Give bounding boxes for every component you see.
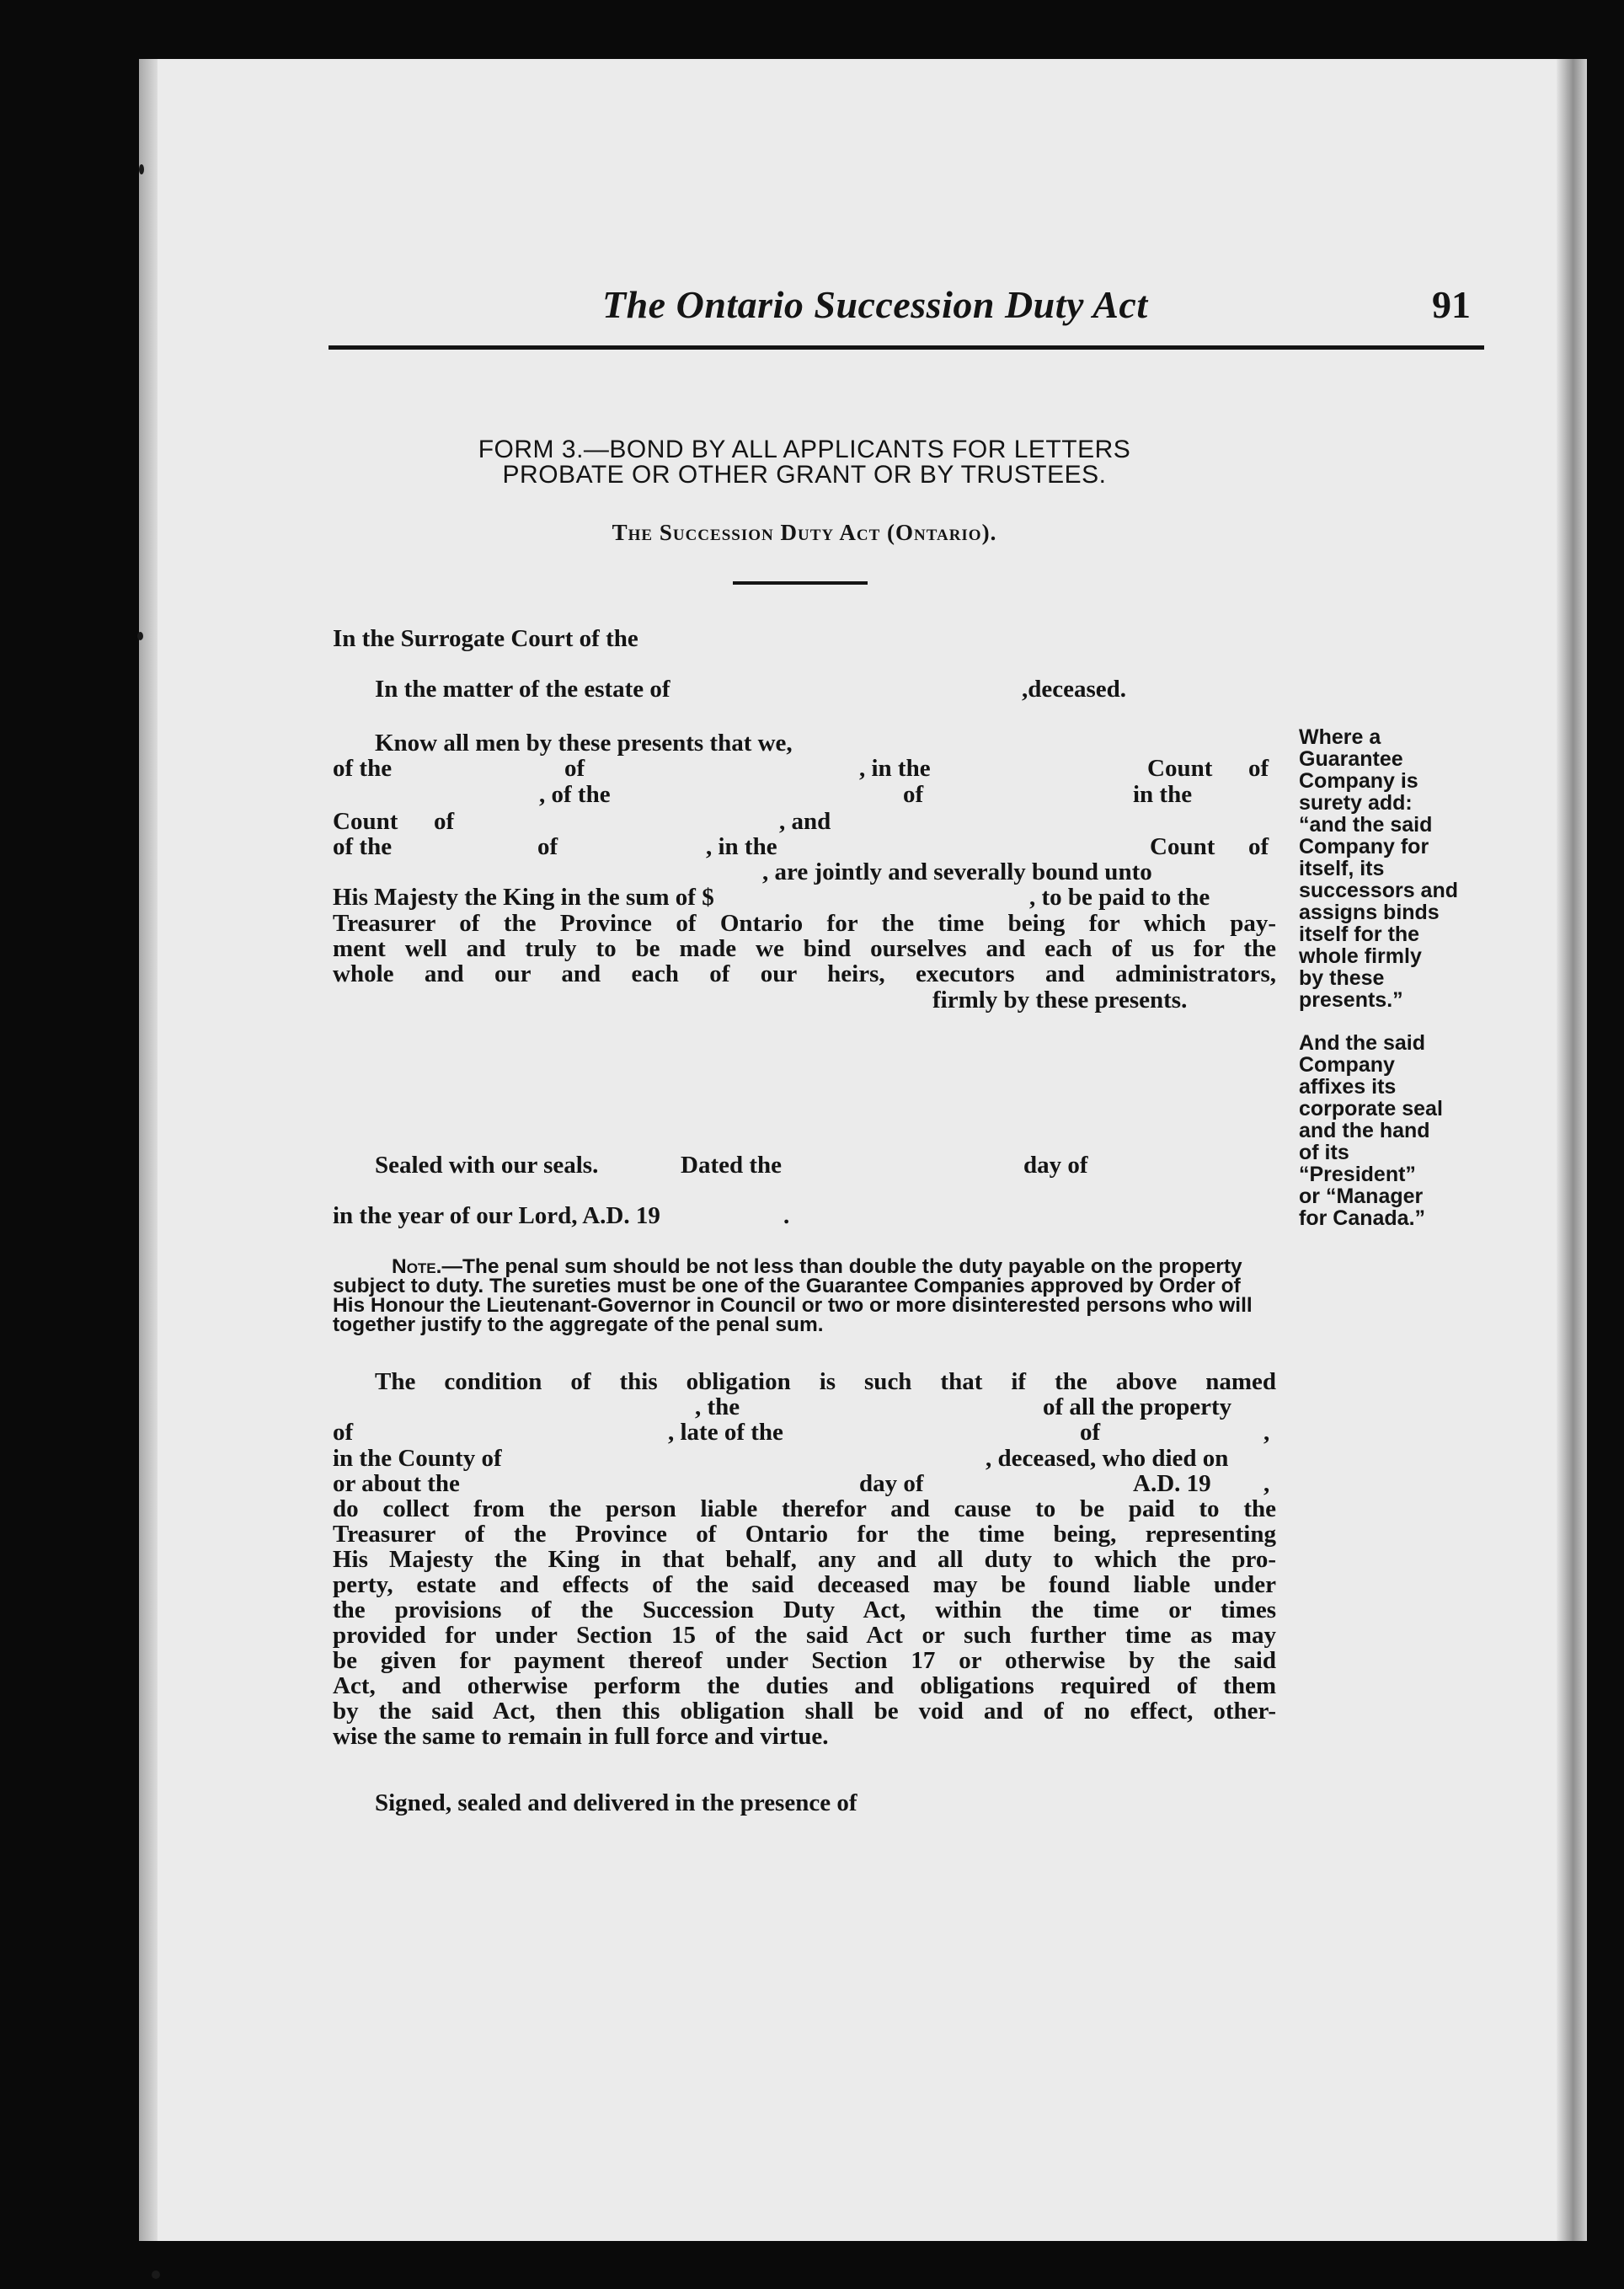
bond-r5-a: of the: [333, 833, 393, 860]
note-line-2: subject to duty. The sureties must be one of the Guarantee Companies approved by Order of: [333, 1275, 1241, 1297]
bond-r2-a: of the: [333, 755, 393, 782]
cond-r3-a: of: [333, 1419, 354, 1446]
cond-last-line: wise the same to remain in full force and virtue.: [333, 1723, 829, 1750]
note-line-1: Note.—The penal sum should be not less than double the duty payable on the property: [392, 1255, 1242, 1278]
cond-line-7: be given for payment thereof under Section 17 or otherwise by the said: [333, 1647, 1276, 1674]
header-rule: [329, 345, 1484, 350]
bond-opening: Know all men by these presents that we,: [375, 730, 793, 757]
bond-r6: , are jointly and severally bound unto: [762, 858, 1152, 885]
estate-matter: In the matter of the estate of: [375, 676, 670, 703]
scan-speck: [152, 2270, 160, 2279]
margin-note-seal: And the said Company affixes its corporate seal and the hand of its “President” or “Manager for Canada.”: [1299, 1031, 1443, 1230]
cond-line-4: perty, estate and effects of the said deceased may be found liable under: [333, 1571, 1276, 1598]
bond-r7-b: , to be paid to the: [1029, 884, 1210, 911]
cond-r4-a: in the County of: [333, 1445, 502, 1472]
running-title: The Ontario Succession Duty Act: [602, 283, 1148, 326]
form-title-line-1: FORM 3.—BOND BY ALL APPLICANTS FOR LETTERS: [478, 436, 1131, 463]
bond-r3-a: , of the: [539, 781, 611, 808]
margin-note-guarantee: Where a Guarantee Company is surety add: “and the said Company for itself, its successors and assigns binds itself for the whole firmly by these presents.”: [1299, 725, 1458, 1012]
cond-r5-a: or about the: [333, 1470, 460, 1497]
bond-r2-c: , in the: [859, 755, 931, 782]
bond-r5-d: Count: [1150, 833, 1215, 860]
cond-r5-b: day of: [859, 1470, 924, 1497]
court-line: In the Surrogate Court of the: [333, 625, 638, 652]
bond-r2-e: of: [1248, 755, 1269, 782]
page-right-edge: [1557, 59, 1587, 2241]
page-number: 91: [1432, 283, 1471, 326]
day-of-text: day of: [1023, 1152, 1088, 1179]
scan-speck: [137, 632, 143, 640]
cond-line-6: provided for under Section 15 of the said Act or such further time as may: [333, 1622, 1276, 1649]
cond-line-2: Treasurer of the Province of Ontario for the time being, representing: [333, 1521, 1276, 1548]
bond-r2-b: of: [564, 755, 585, 782]
bond-r5-c: , in the: [706, 833, 777, 860]
sealed-text: Sealed with our seals.: [375, 1152, 599, 1179]
bond-r8: Treasurer of the Province of Ontario for the time being for which pay-: [333, 910, 1276, 937]
bond-r3-b: of: [903, 781, 924, 808]
form-title-line-2: PROBATE OR OTHER GRANT OR BY TRUSTEES.: [502, 461, 1107, 489]
note-label: Note.: [392, 1255, 442, 1278]
bond-r5-e: of: [1248, 833, 1269, 860]
bond-r4-a: Count: [333, 808, 398, 835]
signed-line: Signed, sealed and delivered in the presence of: [375, 1789, 857, 1816]
title-rule: [733, 581, 868, 585]
scan-speck: [139, 164, 144, 174]
bond-r4-b: of: [434, 808, 455, 835]
cond-line-1: do collect from the person liable therefor and cause to be paid to the: [333, 1495, 1276, 1522]
note-line-3: His Honour the Lieutenant-Governor in Council or two or more disinterested persons who will: [333, 1294, 1253, 1317]
year-end: .: [783, 1202, 790, 1229]
bond-r9: ment well and truly to be made we bind ourselves and each of us for the: [333, 935, 1276, 962]
cond-r3-d: ,: [1263, 1419, 1270, 1446]
condition-opening: The condition of this obligation is such that if the above named: [375, 1368, 1276, 1395]
cond-line-3: His Majesty the King in that behalf, any and all duty to which the pro-: [333, 1546, 1276, 1573]
cond-line-8: Act, and otherwise perform the duties and obligations required of them: [333, 1672, 1276, 1699]
bond-r3-c: in the: [1133, 781, 1193, 808]
deceased-label: ,deceased.: [1022, 676, 1127, 703]
form-subtitle: The Succession Duty Act (Ontario).: [612, 520, 997, 545]
bond-r4-c: , and: [779, 808, 831, 835]
cond-r2-b: of all the property: [1043, 1393, 1232, 1420]
bond-r7-a: His Majesty the King in the sum of $: [333, 884, 714, 911]
bond-r11: firmly by these presents.: [932, 987, 1188, 1013]
bond-r5-b: of: [537, 833, 558, 860]
bond-r2-d: Count: [1147, 755, 1213, 782]
cond-line-5: the provisions of the Succession Duty Act, within the time or times: [333, 1596, 1276, 1623]
cond-line-9: by the said Act, then this obligation shall be void and of no effect, other-: [333, 1698, 1276, 1725]
bond-r10: whole and our and each of our heirs, executors and administrators,: [333, 960, 1276, 987]
cond-r3-b: , late of the: [668, 1419, 783, 1446]
year-text: in the year of our Lord, A.D. 19: [333, 1202, 660, 1229]
dated-text: Dated the: [681, 1152, 783, 1179]
cond-r5-c: A.D. 19: [1133, 1470, 1211, 1497]
note-line-4: together justify to the aggregate of the penal sum.: [333, 1313, 824, 1336]
cond-r3-c: of: [1080, 1419, 1101, 1446]
cond-r4-b: , deceased, who died on: [986, 1445, 1229, 1472]
page-left-edge: [139, 59, 158, 2241]
cond-r2-a: , the: [695, 1393, 740, 1420]
cond-r5-d: ,: [1263, 1470, 1270, 1497]
